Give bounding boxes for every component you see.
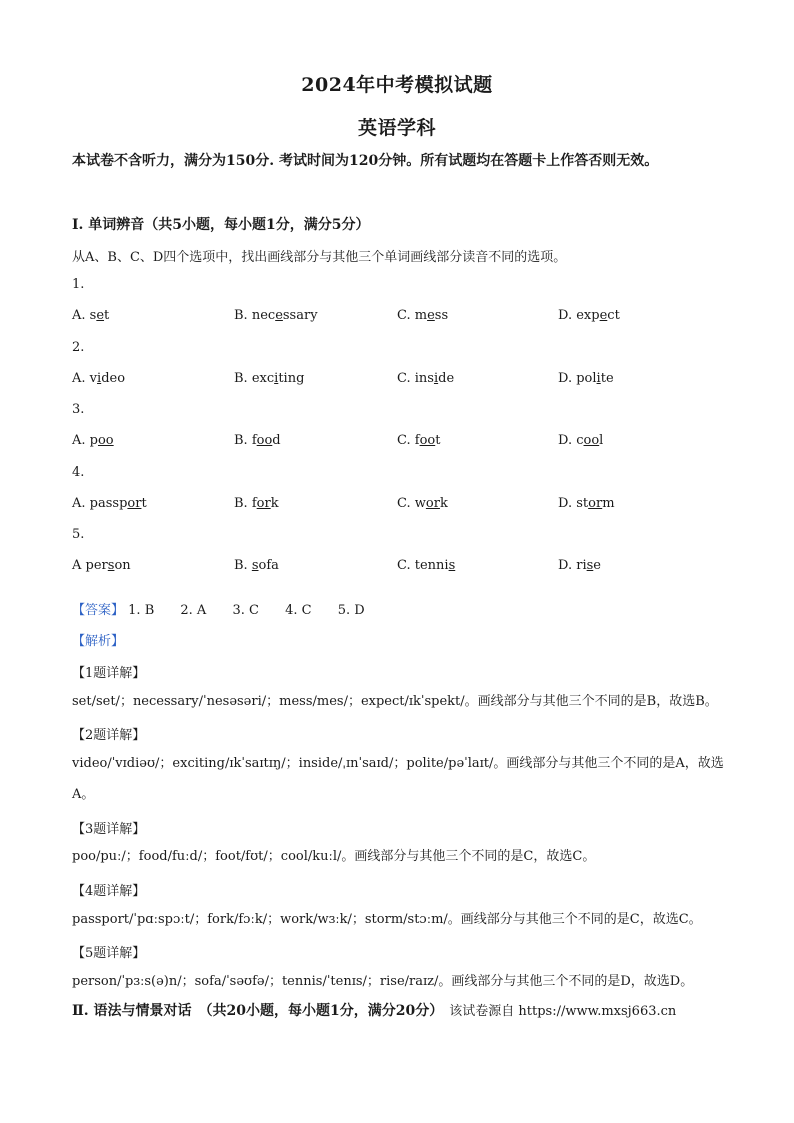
option-pre: pol: [576, 370, 597, 386]
question-1-option-b: [234, 308, 318, 323]
option-ul: oo: [583, 433, 600, 448]
option-prefix: A.: [72, 370, 90, 386]
question-4-number: 4.: [72, 464, 85, 480]
option-prefix: C.: [397, 370, 415, 386]
option-pre: tenni: [414, 558, 449, 573]
option-pre: ri: [576, 558, 587, 573]
option-prefix: D.: [558, 370, 577, 386]
detail-3-text: poo/puː/；food/fuːd/；foot/fʊt/；cool/kuːl/。画线部分与其他三个不同的是C，故选C。: [72, 849, 596, 864]
question-1-number: 1.: [72, 277, 85, 292]
option-post: t: [141, 495, 147, 511]
section2-heading: Ⅱ. 语法与情景对话 （共20小题，每小题1分，满分20分）: [72, 1003, 444, 1019]
answer-1: 1. B: [128, 603, 155, 618]
detail-2-text: video/ˈvɪdiəʊ/；exciting/ɪkˈsaɪtɪŋ/；inside/ˌɪnˈsaɪd/；polite/pəˈlaɪt/。画线部分与其他三个不同的是A，故选A。: [72, 756, 724, 802]
option-prefix: C.: [397, 558, 415, 573]
option-ul: e: [275, 308, 283, 323]
answer-4: 4. C: [285, 603, 312, 618]
option-prefix: D.: [558, 433, 577, 448]
detail-5-head: 【5题详解】: [72, 946, 146, 961]
option-ul: s: [586, 558, 594, 573]
option-prefix: B.: [234, 433, 252, 448]
option-pre: f: [251, 433, 257, 448]
question-2-option-a: [72, 371, 125, 386]
option-ul: or: [588, 495, 603, 511]
option-ul: oo: [256, 433, 273, 448]
option-pre: p: [89, 433, 98, 448]
option-post: l: [599, 433, 604, 448]
option-prefix: B.: [234, 308, 252, 323]
option-prefix: C.: [397, 308, 415, 323]
detail-2-head: 【2题详解】: [72, 728, 146, 743]
question-5-option-c: [397, 558, 455, 573]
option-ul: s: [448, 558, 456, 573]
option-ul: s: [107, 558, 115, 573]
option-post: ting: [278, 370, 305, 386]
question-2-option-d: [558, 371, 614, 386]
detail-1-text: set/set/；necessary/ˈnesəsəri/；mess/mes/；expect/ɪkˈspekt/。画线部分与其他三个不同的是B，故选B。: [72, 694, 718, 709]
answer-2: 2. A: [180, 603, 207, 618]
detail-4-text: passport/ˈpɑːspɔːt/；fork/fɔːk/；work/wɜːk/；storm/stɔːm/。画线部分与其他三个不同的是C，故选C。: [72, 912, 702, 927]
option-ul: e: [96, 308, 105, 323]
option-pre: per: [85, 558, 108, 573]
question-5-option-a: [72, 558, 131, 573]
option-post: on: [114, 558, 131, 573]
option-post: e: [593, 558, 601, 573]
option-ul: i: [274, 370, 279, 386]
question-5-option-d: [558, 558, 601, 573]
exam-intro: 本试卷不含听力，满分为150分. 考试时间为120分钟。所有试题均在答题卡上作答否则无效。: [72, 153, 659, 169]
source-note: 该试卷源自 https://www.mxsj663.cn: [449, 1004, 677, 1019]
exam-title: 2024年中考模拟试题: [301, 74, 493, 96]
option-ul: oo: [419, 433, 436, 448]
answer-label: 【答案】: [72, 603, 125, 618]
option-ul: e: [427, 308, 435, 323]
option-pre: v: [89, 370, 98, 386]
option-pre: s: [89, 308, 97, 323]
option-post: ofa: [258, 558, 279, 573]
option-prefix: A.: [72, 433, 90, 448]
option-ul: i: [596, 370, 601, 386]
question-3-number: 3.: [72, 402, 85, 417]
option-post: d: [272, 433, 281, 448]
option-ul: or: [425, 495, 440, 511]
option-prefix: A: [72, 558, 86, 573]
option-ul: oo: [97, 433, 114, 448]
option-ul: e: [599, 308, 608, 323]
section1-heading: Ⅰ. 单词辨音（共5小题，每小题1分，满分5分）: [72, 217, 370, 233]
option-prefix: B.: [234, 495, 252, 511]
question-3-option-a: [72, 433, 114, 448]
question-2-option-b: [234, 371, 304, 386]
option-post: ct: [607, 308, 620, 323]
detail-1-head: 【1题详解】: [72, 666, 146, 681]
option-pre: exc: [251, 370, 275, 386]
option-ul: i: [433, 370, 439, 386]
option-pre: c: [576, 433, 584, 448]
subject-title: 英语学科: [357, 117, 436, 139]
section2-line: [72, 1000, 676, 1020]
question-1-option-a: [72, 308, 109, 323]
option-prefix: B.: [234, 370, 252, 386]
question-4-option-b: [234, 496, 279, 511]
option-ul: i: [97, 370, 102, 386]
option-pre: exp: [576, 308, 600, 323]
question-2-number: 2.: [72, 339, 85, 355]
option-post: t: [104, 308, 110, 323]
answer-line: [72, 599, 387, 618]
option-ul: s: [251, 558, 259, 573]
option-pre: f: [414, 433, 420, 448]
option-post: k: [439, 495, 448, 511]
detail-3-head: 【3题详解】: [72, 822, 146, 837]
option-pre: st: [576, 495, 589, 511]
question-3-option-d: [558, 433, 603, 448]
option-prefix: A.: [72, 308, 90, 323]
option-ul: or: [256, 495, 271, 511]
section1-instruction: 从A、B、C、D四个选项中，找出画线部分与其他三个单词画线部分读音不同的选项。: [72, 250, 567, 265]
option-prefix: B.: [234, 558, 252, 573]
option-pre: f: [251, 495, 257, 511]
option-pre: nec: [251, 308, 276, 323]
option-pre: ins: [414, 370, 434, 386]
question-4-option-c: [397, 496, 448, 511]
analysis-label: 【解析】: [72, 634, 125, 649]
question-5-option-b: [234, 558, 279, 573]
option-post: ss: [434, 308, 449, 323]
question-1-option-d: [558, 308, 620, 323]
detail-4-head: 【4题详解】: [72, 884, 146, 899]
option-prefix: C.: [397, 495, 415, 511]
option-post: k: [270, 495, 279, 511]
option-post: t: [435, 433, 441, 448]
question-4-option-d: [558, 496, 615, 511]
option-prefix: D.: [558, 495, 577, 511]
answer-3: 3. C: [232, 603, 259, 618]
option-post: m: [602, 495, 615, 511]
option-prefix: C.: [397, 433, 415, 448]
question-4-option-a: [72, 496, 147, 511]
option-prefix: D.: [558, 558, 577, 573]
option-post: ssary: [282, 308, 318, 323]
option-post: deo: [101, 370, 126, 386]
question-5-number: 5.: [72, 527, 85, 542]
question-1-option-c: [397, 308, 448, 323]
option-post: te: [600, 370, 614, 386]
option-pre: passp: [89, 495, 128, 511]
option-ul: or: [127, 495, 142, 511]
detail-5-text: person/ˈpɜːs(ə)n/；sofa/ˈsəʊfə/；tennis/ˈtenɪs/；rise/raɪz/。画线部分与其他三个不同的是D，故选D。: [72, 974, 694, 989]
option-post: de: [438, 370, 455, 386]
question-3-option-c: [397, 433, 440, 448]
answer-5: 5. D: [337, 603, 365, 618]
option-prefix: A.: [72, 495, 90, 511]
option-pre: m: [414, 308, 428, 323]
option-pre: w: [414, 495, 426, 511]
question-2-option-c: [397, 371, 454, 386]
question-3-option-b: [234, 433, 281, 448]
option-prefix: D.: [558, 308, 577, 323]
